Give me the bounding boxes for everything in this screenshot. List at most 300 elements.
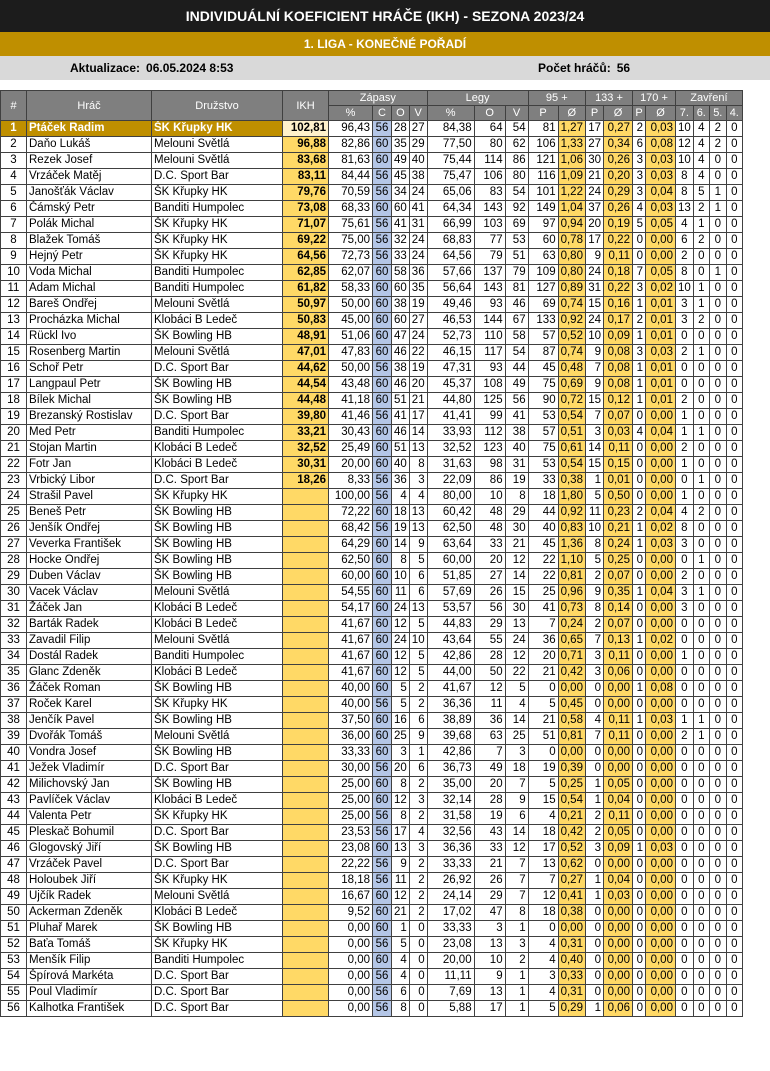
table-row — [1, 137, 743, 153]
checkout-5: 0 — [709, 585, 726, 601]
table-row — [1, 489, 743, 505]
checkout-4: 0 — [726, 345, 742, 361]
legs-played: 93 — [474, 361, 505, 377]
count-133: 5 — [585, 553, 603, 569]
count-95: 4 — [528, 985, 558, 1001]
count-133: 24 — [585, 185, 603, 201]
legs-played: 19 — [474, 809, 505, 825]
matches-won: 5 — [409, 665, 427, 681]
avg-133: 0,00 — [603, 969, 632, 985]
checkout-6: 0 — [693, 889, 709, 905]
rank: 22 — [1, 457, 27, 473]
team-name: ŠK Bowling HB — [152, 377, 283, 393]
checkout-6: 2 — [693, 313, 709, 329]
legs-pct: 44,83 — [427, 617, 474, 633]
rank: 10 — [1, 265, 27, 281]
legs-pct: 31,58 — [427, 809, 474, 825]
table-row — [1, 329, 743, 345]
avg-95: 0,00 — [558, 921, 585, 937]
avg-95: 0,83 — [558, 521, 585, 537]
avg-95: 0,54 — [558, 793, 585, 809]
col-header-170: 170 + — [632, 91, 675, 106]
avg-133: 0,11 — [603, 441, 632, 457]
avg-133: 0,12 — [603, 393, 632, 409]
matches-total: 60 — [373, 793, 392, 809]
matches-pct: 22,22 — [329, 857, 373, 873]
count-133: 1 — [585, 777, 603, 793]
matches-played: 12 — [392, 617, 410, 633]
matches-pct: 33,33 — [329, 745, 373, 761]
matches-total: 60 — [373, 681, 392, 697]
checkout-5: 0 — [709, 873, 726, 889]
legs-played: 13 — [474, 985, 505, 1001]
count-95: 63 — [528, 249, 558, 265]
avg-133: 0,00 — [603, 761, 632, 777]
legs-played: 3 — [474, 921, 505, 937]
avg-133: 0,13 — [603, 633, 632, 649]
checkout-7: 0 — [675, 681, 693, 697]
rank: 21 — [1, 441, 27, 457]
count-170: 1 — [632, 361, 645, 377]
table-row — [1, 953, 743, 969]
avg-170: 0,00 — [645, 441, 675, 457]
rank: 52 — [1, 937, 27, 953]
avg-133: 0,08 — [603, 377, 632, 393]
checkout-7: 3 — [675, 537, 693, 553]
sub-header: % — [329, 106, 373, 121]
matches-pct: 0,00 — [329, 985, 373, 1001]
count-170: 1 — [632, 841, 645, 857]
checkout-7: 0 — [675, 985, 693, 1001]
legs-pct: 35,00 — [427, 777, 474, 793]
checkout-7: 0 — [675, 905, 693, 921]
checkout-6: 0 — [693, 601, 709, 617]
avg-170: 0,04 — [645, 185, 675, 201]
table-row — [1, 297, 743, 313]
standings-body — [1, 121, 743, 1017]
checkout-6: 5 — [693, 185, 709, 201]
matches-played: 24 — [392, 601, 410, 617]
count-170: 1 — [632, 329, 645, 345]
matches-pct: 23,53 — [329, 825, 373, 841]
avg-170: 0,00 — [645, 649, 675, 665]
matches-played: 1 — [392, 921, 410, 937]
checkout-6: 0 — [693, 857, 709, 873]
matches-won: 29 — [409, 137, 427, 153]
ikh-value — [283, 761, 329, 777]
rank: 37 — [1, 697, 27, 713]
count-133: 9 — [585, 249, 603, 265]
ikh-value: 83,68 — [283, 153, 329, 169]
page-title: INDIVIDUÁLNÍ KOEFICIENT HRÁČE (IKH) - SEZONA 2023/24 — [0, 0, 770, 32]
avg-170: 0,02 — [645, 633, 675, 649]
checkout-4: 0 — [726, 233, 742, 249]
avg-133: 0,00 — [603, 953, 632, 969]
avg-95: 0,92 — [558, 313, 585, 329]
rank: 20 — [1, 425, 27, 441]
avg-133: 0,00 — [603, 905, 632, 921]
team-name: Banditi Humpolec — [152, 953, 283, 969]
checkout-7: 3 — [675, 313, 693, 329]
ikh-value: 44,54 — [283, 377, 329, 393]
count-133: 0 — [585, 921, 603, 937]
ikh-value — [283, 585, 329, 601]
count-133: 3 — [585, 841, 603, 857]
matches-pct: 72,73 — [329, 249, 373, 265]
avg-95: 0,51 — [558, 425, 585, 441]
update-label: Aktualizace: — [70, 61, 141, 75]
ikh-value — [283, 649, 329, 665]
table-row — [1, 777, 743, 793]
team-name: ŠK Bowling HB — [152, 569, 283, 585]
count-170: 2 — [632, 121, 645, 137]
checkout-5: 0 — [709, 905, 726, 921]
avg-95: 1,09 — [558, 169, 585, 185]
checkout-4: 0 — [726, 889, 742, 905]
checkout-5: 0 — [709, 249, 726, 265]
legs-pct: 31,63 — [427, 457, 474, 473]
matches-pct: 81,63 — [329, 153, 373, 169]
matches-won: 27 — [409, 313, 427, 329]
checkout-7: 8 — [675, 185, 693, 201]
matches-pct: 54,55 — [329, 585, 373, 601]
rank: 45 — [1, 825, 27, 841]
checkout-5: 2 — [709, 121, 726, 137]
matches-pct: 25,00 — [329, 809, 373, 825]
count-95: 0 — [528, 681, 558, 697]
table-row — [1, 553, 743, 569]
team-name: ŠK Křupky HK — [152, 873, 283, 889]
legs-pct: 24,14 — [427, 889, 474, 905]
count-133: 21 — [585, 169, 603, 185]
matches-total: 56 — [373, 1001, 392, 1017]
count-170: 0 — [632, 745, 645, 761]
matches-won: 5 — [409, 553, 427, 569]
legs-played: 27 — [474, 569, 505, 585]
avg-133: 0,03 — [603, 425, 632, 441]
avg-133: 0,11 — [603, 249, 632, 265]
rank: 36 — [1, 681, 27, 697]
checkout-5: 0 — [709, 489, 726, 505]
legs-pct: 43,64 — [427, 633, 474, 649]
matches-total: 56 — [373, 761, 392, 777]
avg-133: 0,04 — [603, 793, 632, 809]
rank: 51 — [1, 921, 27, 937]
avg-170: 0,03 — [645, 169, 675, 185]
legs-pct: 80,00 — [427, 489, 474, 505]
count-95: 44 — [528, 505, 558, 521]
matches-won: 0 — [409, 1001, 427, 1017]
rank: 38 — [1, 713, 27, 729]
rank: 23 — [1, 473, 27, 489]
checkout-6: 0 — [693, 937, 709, 953]
legs-pct: 36,36 — [427, 841, 474, 857]
team-name: D.C. Sport Bar — [152, 1001, 283, 1017]
checkout-5: 0 — [709, 377, 726, 393]
sub-header: V — [409, 106, 427, 121]
matches-total: 60 — [373, 729, 392, 745]
matches-total: 60 — [373, 569, 392, 585]
matches-total: 60 — [373, 841, 392, 857]
avg-170: 0,00 — [645, 953, 675, 969]
team-name: ŠK Bowling HB — [152, 521, 283, 537]
table-row — [1, 713, 743, 729]
checkout-5: 0 — [709, 985, 726, 1001]
avg-170: 0,00 — [645, 409, 675, 425]
matches-played: 28 — [392, 121, 410, 137]
rank: 27 — [1, 537, 27, 553]
count-170: 3 — [632, 185, 645, 201]
ikh-value: 102,81 — [283, 121, 329, 137]
checkout-7: 2 — [675, 729, 693, 745]
matches-total: 56 — [373, 521, 392, 537]
count-133: 30 — [585, 153, 603, 169]
avg-95: 0,40 — [558, 953, 585, 969]
count-170: 0 — [632, 793, 645, 809]
matches-played: 5 — [392, 697, 410, 713]
team-name: Melouni Světlá — [152, 633, 283, 649]
table-row — [1, 889, 743, 905]
count-95: 53 — [528, 409, 558, 425]
avg-170: 0,05 — [645, 217, 675, 233]
count-95: 18 — [528, 825, 558, 841]
avg-133: 0,04 — [603, 873, 632, 889]
checkout-4: 0 — [726, 921, 742, 937]
matches-pct: 30,00 — [329, 761, 373, 777]
count-170: 0 — [632, 809, 645, 825]
checkout-7: 0 — [675, 809, 693, 825]
legs-played: 9 — [474, 969, 505, 985]
ikh-value — [283, 729, 329, 745]
avg-170: 0,00 — [645, 905, 675, 921]
checkout-4: 0 — [726, 121, 742, 137]
matches-pct: 0,00 — [329, 953, 373, 969]
count-133: 0 — [585, 937, 603, 953]
count-95: 149 — [528, 201, 558, 217]
rank: 49 — [1, 889, 27, 905]
checkout-7: 0 — [675, 969, 693, 985]
legs-won: 8 — [505, 489, 528, 505]
player-name: Ujčík Radek — [27, 889, 152, 905]
checkout-4: 0 — [726, 665, 742, 681]
rank: 26 — [1, 521, 27, 537]
count-133: 0 — [585, 761, 603, 777]
matches-played: 4 — [392, 953, 410, 969]
matches-total: 60 — [373, 745, 392, 761]
count-95: 45 — [528, 361, 558, 377]
count-95: 5 — [528, 697, 558, 713]
checkout-4: 0 — [726, 617, 742, 633]
count-95: 18 — [528, 489, 558, 505]
count-133: 1 — [585, 873, 603, 889]
count-170: 0 — [632, 569, 645, 585]
checkout-5: 0 — [709, 601, 726, 617]
count-133: 1 — [585, 793, 603, 809]
rank: 33 — [1, 633, 27, 649]
count-95: 57 — [528, 329, 558, 345]
count-170: 3 — [632, 169, 645, 185]
legs-won: 81 — [505, 281, 528, 297]
player-name: Procházka Michal — [27, 313, 152, 329]
count-133: 0 — [585, 969, 603, 985]
checkout-5: 0 — [709, 521, 726, 537]
checkout-5: 0 — [709, 457, 726, 473]
table-row — [1, 793, 743, 809]
checkout-5: 0 — [709, 409, 726, 425]
avg-170: 0,03 — [645, 713, 675, 729]
avg-133: 0,17 — [603, 313, 632, 329]
checkout-7: 1 — [675, 425, 693, 441]
col-header-95: 95 + — [528, 91, 585, 106]
table-row — [1, 185, 743, 201]
count-133: 2 — [585, 569, 603, 585]
team-name: ŠK Bowling HB — [152, 393, 283, 409]
avg-170: 0,00 — [645, 617, 675, 633]
legs-pct: 7,69 — [427, 985, 474, 1001]
count-133: 3 — [585, 649, 603, 665]
avg-95: 0,52 — [558, 329, 585, 345]
sub-header: V — [505, 106, 528, 121]
legs-won: 56 — [505, 393, 528, 409]
avg-133: 0,14 — [603, 601, 632, 617]
rank: 4 — [1, 169, 27, 185]
avg-133: 0,00 — [603, 681, 632, 697]
matches-won: 2 — [409, 697, 427, 713]
sub-header: P — [528, 106, 558, 121]
count-133: 15 — [585, 297, 603, 313]
matches-played: 60 — [392, 313, 410, 329]
checkout-4: 0 — [726, 537, 742, 553]
avg-133: 0,19 — [603, 217, 632, 233]
team-name: Klobáci B Ledeč — [152, 617, 283, 633]
legs-played: 98 — [474, 457, 505, 473]
matches-pct: 41,67 — [329, 649, 373, 665]
count-133: 5 — [585, 489, 603, 505]
player-name: Ackerman Zdeněk — [27, 905, 152, 921]
legs-won: 13 — [505, 617, 528, 633]
count-133: 1 — [585, 473, 603, 489]
legs-pct: 22,09 — [427, 473, 474, 489]
checkout-6: 0 — [693, 873, 709, 889]
count-170: 3 — [632, 153, 645, 169]
checkout-7: 0 — [675, 377, 693, 393]
legs-played: 20 — [474, 553, 505, 569]
avg-170: 0,00 — [645, 857, 675, 873]
count-133: 9 — [585, 345, 603, 361]
checkout-6: 0 — [693, 329, 709, 345]
count-170: 0 — [632, 489, 645, 505]
count-95: 21 — [528, 665, 558, 681]
team-name: ŠK Křupky HK — [152, 185, 283, 201]
table-row — [1, 761, 743, 777]
col-header-matches: Zápasy — [329, 91, 428, 106]
checkout-5: 0 — [709, 761, 726, 777]
matches-total: 60 — [373, 537, 392, 553]
legs-played: 48 — [474, 505, 505, 521]
matches-won: 24 — [409, 185, 427, 201]
legs-won: 46 — [505, 297, 528, 313]
avg-133: 0,07 — [603, 617, 632, 633]
rank: 9 — [1, 249, 27, 265]
count-95: 5 — [528, 1001, 558, 1017]
checkout-7: 3 — [675, 601, 693, 617]
player-name: Bareš Ondřej — [27, 297, 152, 313]
count-95: 75 — [528, 377, 558, 393]
count-133: 1 — [585, 889, 603, 905]
checkout-4: 0 — [726, 473, 742, 489]
team-name: ŠK Bowling HB — [152, 681, 283, 697]
count-95: 60 — [528, 233, 558, 249]
legs-played: 106 — [474, 169, 505, 185]
matches-won: 3 — [409, 841, 427, 857]
count-95: 109 — [528, 265, 558, 281]
ikh-value — [283, 921, 329, 937]
avg-133: 0,08 — [603, 345, 632, 361]
ikh-value: 64,56 — [283, 249, 329, 265]
avg-170: 0,08 — [645, 137, 675, 153]
count-95: 51 — [528, 729, 558, 745]
avg-133: 0,29 — [603, 185, 632, 201]
team-name: ŠK Křupky HK — [152, 809, 283, 825]
table-row — [1, 473, 743, 489]
team-name: ŠK Bowling HB — [152, 329, 283, 345]
count-170: 1 — [632, 713, 645, 729]
checkout-5: 2 — [709, 137, 726, 153]
legs-pct: 32,52 — [427, 441, 474, 457]
avg-95: 0,80 — [558, 265, 585, 281]
checkout-5: 0 — [709, 425, 726, 441]
count-95: 121 — [528, 153, 558, 169]
table-row — [1, 377, 743, 393]
count-95: 13 — [528, 857, 558, 873]
matches-total: 60 — [373, 313, 392, 329]
legs-pct: 44,80 — [427, 393, 474, 409]
team-name: ŠK Bowling HB — [152, 537, 283, 553]
table-row — [1, 361, 743, 377]
count-170: 1 — [632, 297, 645, 313]
checkout-5: 0 — [709, 617, 726, 633]
checkout-6: 1 — [693, 425, 709, 441]
checkout-6: 0 — [693, 393, 709, 409]
matches-total: 56 — [373, 249, 392, 265]
checkout-5: 0 — [709, 633, 726, 649]
col-header-player: Hráč — [27, 91, 152, 121]
matches-won: 2 — [409, 777, 427, 793]
ikh-value — [283, 713, 329, 729]
ikh-value: 83,11 — [283, 169, 329, 185]
count-170: 0 — [632, 457, 645, 473]
avg-95: 0,89 — [558, 281, 585, 297]
count-95: 133 — [528, 313, 558, 329]
matches-won: 0 — [409, 969, 427, 985]
legs-won: 6 — [505, 809, 528, 825]
checkout-7: 0 — [675, 873, 693, 889]
table-row — [1, 985, 743, 1001]
checkout-6: 0 — [693, 377, 709, 393]
count-133: 9 — [585, 377, 603, 393]
avg-170: 0,00 — [645, 889, 675, 905]
avg-170: 0,01 — [645, 297, 675, 313]
avg-170: 0,00 — [645, 793, 675, 809]
matches-total: 56 — [373, 857, 392, 873]
ikh-value — [283, 889, 329, 905]
avg-133: 0,06 — [603, 1001, 632, 1017]
count-170: 1 — [632, 393, 645, 409]
legs-won: 25 — [505, 729, 528, 745]
matches-won: 21 — [409, 393, 427, 409]
legs-won: 49 — [505, 377, 528, 393]
avg-95: 0,42 — [558, 665, 585, 681]
